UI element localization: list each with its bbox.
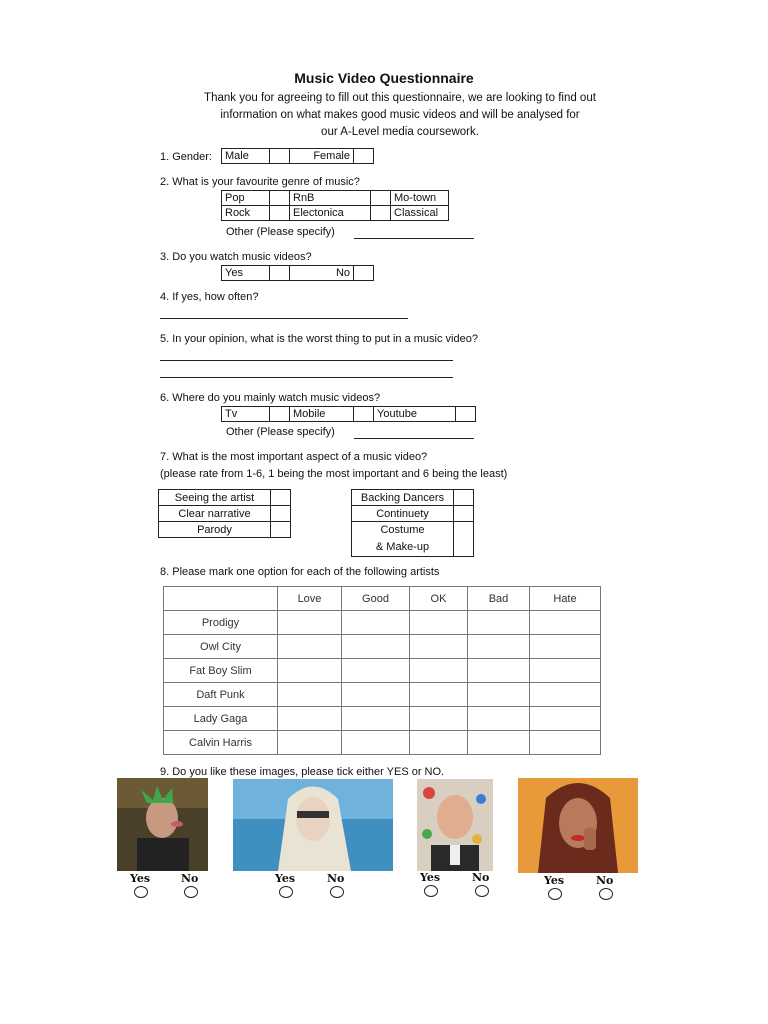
rating-cell[interactable] [530, 611, 601, 635]
tv-checkbox[interactable] [270, 407, 290, 422]
q2-other-label: Other (Please specify) [226, 226, 335, 238]
artist-name: Lady Gaga [164, 707, 278, 731]
q5-label: 5. In your opinion, what is the worst thing to put in a music video? [160, 333, 478, 345]
aspect-line: & Make-up [375, 541, 430, 553]
rating-cell[interactable] [278, 659, 342, 683]
column-header: Love [278, 587, 342, 611]
photo-image [117, 778, 208, 871]
option-label: Classical [391, 206, 449, 221]
yes-radio[interactable] [279, 886, 293, 898]
rating-cell[interactable] [278, 731, 342, 755]
artist-name: Fat Boy Slim [164, 659, 278, 683]
column-header: Good [342, 587, 410, 611]
rate-clear-narrative[interactable] [271, 506, 291, 522]
rating-cell[interactable] [410, 659, 468, 683]
column-header: Hate [530, 587, 601, 611]
rating-cell[interactable] [278, 683, 342, 707]
q5-answer-line[interactable] [160, 360, 453, 361]
mobile-checkbox[interactable] [354, 407, 374, 422]
aspect-label: Seeing the artist [159, 490, 271, 506]
aspect-label: Backing Dancers [352, 490, 454, 506]
column-header: Bad [468, 587, 530, 611]
electronica-checkbox[interactable] [371, 206, 391, 221]
photo-image [233, 779, 393, 871]
q6-options [221, 406, 476, 422]
q4-label: 4. If yes, how often? [160, 291, 259, 303]
artist-photo [117, 778, 208, 871]
no-radio[interactable] [599, 888, 613, 900]
artist-photo [417, 779, 493, 871]
rating-cell[interactable] [530, 683, 601, 707]
artist-photo [233, 779, 393, 871]
rating-cell[interactable] [468, 611, 530, 635]
table-row [164, 707, 601, 731]
option-label: Tv [222, 407, 270, 422]
q2-options [221, 190, 449, 221]
table-row [164, 635, 601, 659]
q7-rating-right [351, 489, 474, 557]
q1-label: 1. Gender: [160, 151, 212, 163]
rating-cell[interactable] [410, 635, 468, 659]
rating-cell[interactable] [410, 707, 468, 731]
rating-cell[interactable] [342, 683, 410, 707]
q6-other-field[interactable] [354, 438, 474, 439]
rate-costume[interactable] [454, 522, 474, 557]
artist-rating-table [163, 586, 601, 755]
aspect-label: Parody [159, 522, 271, 538]
artist-name: Owl City [164, 635, 278, 659]
aspect-label [352, 522, 454, 557]
intro-text [150, 90, 650, 141]
q2-label: 2. What is your favourite genre of music? [160, 176, 360, 188]
table-row [164, 659, 601, 683]
rating-cell[interactable] [410, 683, 468, 707]
rock-checkbox[interactable] [270, 206, 290, 221]
no-checkbox[interactable] [354, 266, 374, 281]
yes-label: Yes [420, 871, 441, 884]
option-label: RnB [290, 191, 371, 206]
rating-cell[interactable] [530, 707, 601, 731]
option-label: No [290, 266, 354, 281]
pop-checkbox[interactable] [270, 191, 290, 206]
q1-options [221, 148, 374, 164]
table-row [164, 731, 601, 755]
rating-cell[interactable] [278, 707, 342, 731]
column-header: OK [410, 587, 468, 611]
q6-label: 6. Where do you mainly watch music videos? [160, 392, 381, 404]
rating-cell[interactable] [530, 731, 601, 755]
rnb-checkbox[interactable] [371, 191, 391, 206]
option-label: Female [290, 149, 354, 164]
artist-name: Daft Punk [164, 683, 278, 707]
q9-label: 9. Do you like these images, please tick either YES or NO. [160, 766, 445, 778]
yes-label: Yes [544, 874, 565, 887]
yes-radio[interactable] [134, 886, 148, 898]
rate-parody[interactable] [271, 522, 291, 538]
q5-answer-line[interactable] [160, 377, 453, 378]
rate-backing-dancers[interactable] [454, 490, 474, 506]
aspect-line: Costume [380, 524, 425, 536]
photo-image [417, 779, 493, 871]
female-checkbox[interactable] [354, 149, 374, 164]
photo-image [518, 778, 638, 873]
q7-label: 7. What is the most important aspect of a music video? [160, 451, 428, 463]
no-radio[interactable] [330, 886, 344, 898]
rating-cell[interactable] [530, 635, 601, 659]
option-label: Pop [222, 191, 270, 206]
artist-name: Prodigy [164, 611, 278, 635]
rating-cell[interactable] [278, 611, 342, 635]
q6-other-label: Other (Please specify) [226, 426, 335, 438]
rating-cell[interactable] [342, 635, 410, 659]
no-radio[interactable] [475, 885, 489, 897]
rating-cell[interactable] [468, 707, 530, 731]
rating-cell[interactable] [468, 731, 530, 755]
header-cell [164, 587, 278, 611]
yes-radio[interactable] [548, 888, 562, 900]
rate-seeing-artist[interactable] [271, 490, 291, 506]
yes-label: Yes [130, 872, 151, 885]
rating-cell[interactable] [410, 731, 468, 755]
no-label: No [472, 871, 490, 884]
q4-answer-line[interactable] [160, 318, 408, 319]
option-label: Rock [222, 206, 270, 221]
yes-radio[interactable] [424, 885, 438, 897]
q7-rating-left [158, 489, 291, 538]
rating-cell[interactable] [342, 611, 410, 635]
aspect-label: Continuety [352, 506, 454, 522]
youtube-checkbox[interactable] [456, 407, 476, 422]
rating-cell[interactable] [342, 731, 410, 755]
option-label: Electonica [290, 206, 371, 221]
no-radio[interactable] [184, 886, 198, 898]
no-label: No [596, 874, 614, 887]
no-label: No [181, 872, 199, 885]
intro-line: Thank you for agreeing to fill out this questionnaire, we are looking to find out [204, 92, 596, 104]
yes-label: Yes [275, 872, 296, 885]
rating-cell[interactable] [278, 635, 342, 659]
yes-checkbox[interactable] [270, 266, 290, 281]
artist-name: Calvin Harris [164, 731, 278, 755]
rating-cell[interactable] [530, 659, 601, 683]
table-row [164, 611, 601, 635]
rating-cell[interactable] [468, 659, 530, 683]
page-title: Music Video Questionnaire [294, 70, 474, 86]
rate-continuety[interactable] [454, 506, 474, 522]
intro-line: information on what makes good music videos and will be analysed for [220, 109, 580, 121]
option-label: Mo-town [391, 191, 449, 206]
intro-line: our A-Level media coursework. [321, 126, 479, 138]
table-row [164, 683, 601, 707]
artist-photo [518, 778, 638, 873]
rating-cell[interactable] [468, 635, 530, 659]
q3-label: 3. Do you watch music videos? [160, 251, 312, 263]
option-label: Mobile [290, 407, 354, 422]
option-label: Youtube [374, 407, 456, 422]
option-label: Male [222, 149, 270, 164]
no-label: No [327, 872, 345, 885]
q3-options [221, 265, 374, 281]
rating-cell[interactable] [468, 683, 530, 707]
male-checkbox[interactable] [270, 149, 290, 164]
option-label: Yes [222, 266, 270, 281]
rating-cell[interactable] [410, 611, 468, 635]
aspect-label: Clear narrative [159, 506, 271, 522]
q8-label: 8. Please mark one option for each of the following artists [160, 566, 440, 578]
rating-cell[interactable] [342, 659, 410, 683]
q7-sub-label: (please rate from 1-6, 1 being the most important and 6 being the least) [160, 468, 508, 480]
rating-cell[interactable] [342, 707, 410, 731]
q2-other-field[interactable] [354, 238, 474, 239]
